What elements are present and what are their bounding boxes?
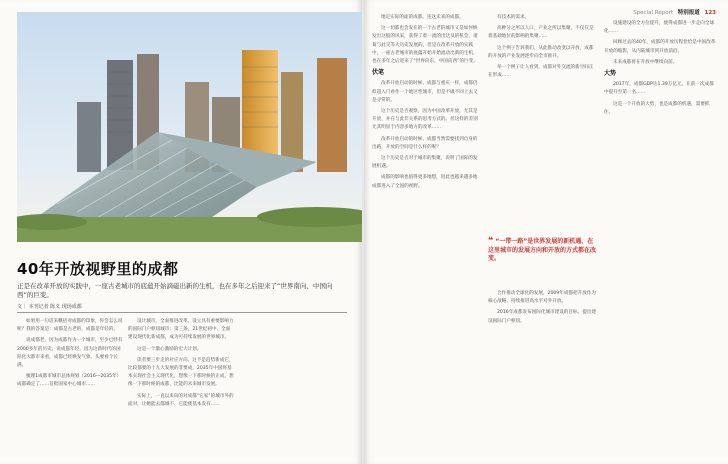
pull-quote-text: “一带一路”是世界发展的新机遇，在这里城市的发展方向和开放的方式都在改变。 <box>488 238 597 262</box>
paragraph: 举一个例子让人看到，成都对外交流的新空间正在形成…… <box>488 65 594 79</box>
paragraph: 如果用一句话来概括对成都的印象，你会怎么说呢？我的答案是：成都是古老的，成都是年轻的。 <box>17 319 123 333</box>
pull-quote <box>488 237 598 264</box>
paragraph: 未来成都将在开放中继续向前。 <box>613 59 678 65</box>
paragraph: 改革开放启动的时候，成都与重庆一样，成都仍似超入门看作一个地区性城市，但是不做不同上去又是寻常的。 <box>372 81 478 103</box>
paragraph: 这个历史是否观察，因为中国改革开放，尤其是开放，并在与此非关系的思考方式的。但这样的差别尤其明显于内容多地方的改革…… <box>372 109 478 131</box>
right-column-3 <box>488 290 598 329</box>
right-column-1 <box>372 14 482 194</box>
paragraph: 这是一个开放的大势，也是成都的机遇，需要抓住。 <box>604 101 710 115</box>
left-column-2 <box>128 318 234 412</box>
section-label: Special Report <box>633 10 673 16</box>
paragraph: 成都的影响也值得更多地想，因此也越来越多地成都进入了全国的视野。 <box>372 175 478 189</box>
page-number: 123 <box>704 10 716 16</box>
section-heading: 伏笔 <box>372 69 385 77</box>
article-subhead: 正是在改革开放的实践中，一座古老城市的底蕴开始滴磁出新的生机，也在多年之后迎来了“世界南向、中国向西”的巨变。 <box>17 282 333 299</box>
paragraph: 设施建设的全方位提升，使得成都进一步走向全球化…… <box>604 21 715 35</box>
quote-mark-icon: ❝ <box>488 236 494 246</box>
paragraph: 高种分之所以人口，产业之所以集聚，不仅仅是着基础地位的影响的集聚…… <box>488 26 594 40</box>
city-photo <box>17 12 362 242</box>
paragraph: 这是一个激心激励的宏大计划。 <box>137 346 202 352</box>
article-headline: 40年开放视野里的成都 <box>17 260 179 278</box>
paragraph: 梳理1成都市城市总体规划（2016—2035年）成都确定了……首批国家中心城市…… <box>17 374 122 388</box>
right-column-2 <box>488 14 598 83</box>
paragraph: 实际上，一直以来向的对成都“它家”的城市外的面对，让她能去都城不、它能使基本发有…… <box>128 393 234 407</box>
divider <box>17 312 347 313</box>
article-byline: 文｜ 本刊记者 陈义 现场成都 <box>17 304 82 310</box>
paragraph: 回顾过去的40年，成都的开放历程恰恰是中国改革开放的缩影，从内陆城市到开放前沿。 <box>604 40 716 54</box>
paragraph: 说成都老，因为成都作为一个城市，至少已经有2000多年的历史；说成都年轻，因为这新时代的国际化大都市来看，成都已经焕发气象。头要看个长满。 <box>17 338 123 369</box>
left-page <box>0 0 362 464</box>
right-page <box>364 0 728 464</box>
running-head <box>633 8 716 16</box>
paragraph: 2016年成都发布国际化城市建设的目标，提出建设国际门户枢纽。 <box>488 310 596 324</box>
right-column-4 <box>604 20 718 120</box>
left-column-1 <box>17 318 123 393</box>
paragraph: 有技术的需求。 <box>497 15 530 20</box>
section-title: 特别报道 <box>677 10 700 16</box>
section-heading: 大势 <box>604 70 617 78</box>
paragraph: 读者要三步走的对应方向。这不是趋势新成它，比较都要的十九大发展的非要成，2035年中国将基本实现社会主义现代化，想像一下那时候的正成，想像一下那时候的成都，比能的未来城市发展。 <box>128 357 234 388</box>
paragraph: 这个历史是否对于城市的集聚，说明了国际的发展机遇。 <box>372 156 478 170</box>
paragraph: 改革开放启动的时候，成都当然需要找到自身的出路，开放的空间是什么样的呢？ <box>372 136 478 150</box>
paragraph: 地定实际的面的成都。连这未来的成都。 <box>381 15 464 20</box>
paragraph: 合作推动全球化的发展，2009年成都把开放作为核心战略，持续推进高水平对外开放。 <box>488 291 596 305</box>
paragraph: 这个例子告诉我们，从此推动改变以开放，成都的开放的产业发展逐步向全市推开。 <box>488 45 594 59</box>
paragraph: 2017年，成都GDP达1.39万亿元，在前一次成都中提升至第一名…… <box>604 82 714 96</box>
paragraph: 这一切都也会发在的一个古老的城市又是如何焕发出这般的风采，获得了着一流的出达及的机会，诸葛与此交等大历史发展的，但是在改革开放的实践中，一座古老城市的底蕴开始开始流动出新的生机，也在多年之后迎来了“世界向东，中国向西”的巨变。 <box>372 26 478 65</box>
paragraph: 设计城市，全面推进改革。设立具有重要影响力的国际门户枢纽城市：第三条，21世纪初中，全面建设现代化新成都，成为可持续发展的世界城市。 <box>128 319 234 341</box>
